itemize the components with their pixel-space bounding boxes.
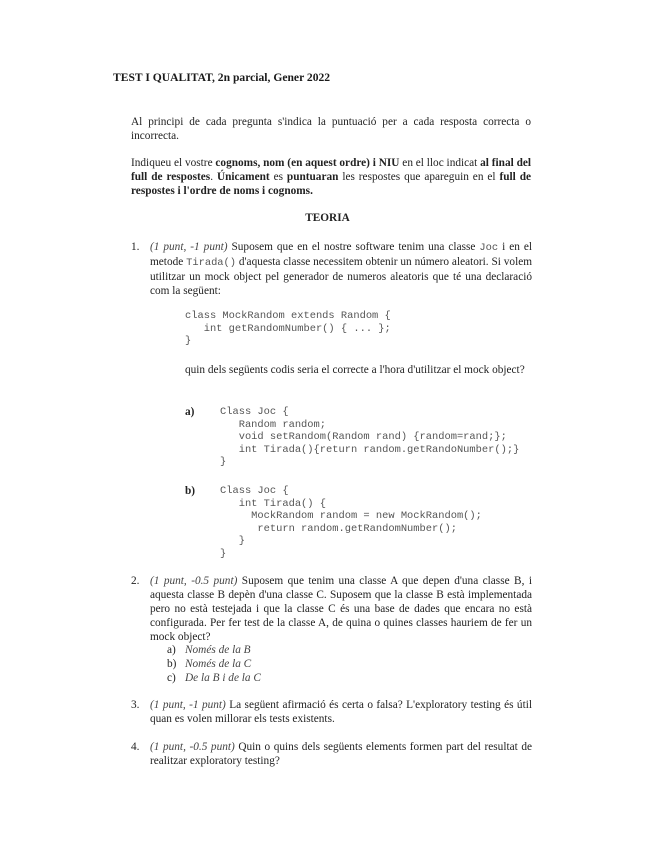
- question-1-number: 1.: [131, 241, 140, 253]
- question-1-code-block: class MockRandom extends Random { int getRandomNumber() { ... }; }: [185, 310, 391, 347]
- question-4-text: (1 punt, -0.5 punt) Quin o quins dels següents elements formen part del resultat de realitzar exploratory testing?: [150, 741, 532, 767]
- question-2-number: 2.: [131, 575, 140, 587]
- question-1-prompt: quin dels següents codis seria el correcte a l'hora d'utilitzar el mock object?: [185, 364, 525, 376]
- question-2-text: (1 punt, -0.5 punt) Suposem que tenim una classe A que depen d'una classe B, i aquesta classe B depèn d'una classe C. Suposem que la classe B està implementada pero no està testejada i que la classe C és una base de dades que encara no està configurada. Per fer test de la classe A, de quina o quines classes hauriem de fer un mock object?: [150, 575, 532, 643]
- intro-paragraph-1: Al principi de cada pregunta s'indica la puntuació per a cada resposta correcta o incorrecta.: [131, 116, 531, 142]
- question-1-option-b-code: Class Joc { int Tirada() { MockRandom random = new MockRandom(); return random.getRandomNumber(); } }: [220, 485, 482, 560]
- question-2-option-a: a) Només de la B: [167, 644, 251, 656]
- question-2-options: [167, 643, 261, 685]
- question-1-option-b-label: b): [185, 485, 196, 497]
- question-1-option-a-code: Class Joc { Random random; void setRandom(Random rand) {random=rand;}; int Tirada(){return random.getRandoNumber();} }: [220, 406, 520, 468]
- exam-title: TEST I QUALITAT, 2n parcial, Gener 2022: [113, 71, 331, 84]
- question-1-text: (1 punt, -1 punt) Suposem que en el nostre software tenim una classe Joc i en el metode Tirada() d'aquesta classe necessitem obtenir un número aleatori. Si volem utilitzar un mock object pel generador de numeros aleatoris que té una declaració com la següent:: [150, 241, 533, 297]
- question-3-text: (1 punt, -1 punt) La següent afirmació és certa o falsa? L'exploratory testing és útil quan es volen millorar els tests existents.: [150, 699, 532, 725]
- question-3-number: 3.: [131, 699, 140, 711]
- intro-paragraph-2: Indiqueu el vostre cognoms, nom (en aquest ordre) i NIU en el lloc indicat al final del full de respostes. Únicament es puntuaran les respostes que apareguin en el full de respostes i l'ordre de noms i cognoms.: [131, 157, 531, 197]
- question-2-option-c: c) De la B i de la C: [167, 672, 261, 684]
- section-heading-teoria: TEORIA: [305, 212, 350, 224]
- question-1-option-a-label: a): [185, 406, 195, 418]
- question-4-number: 4.: [131, 741, 140, 753]
- question-2-option-b: b) Només de la C: [167, 658, 252, 670]
